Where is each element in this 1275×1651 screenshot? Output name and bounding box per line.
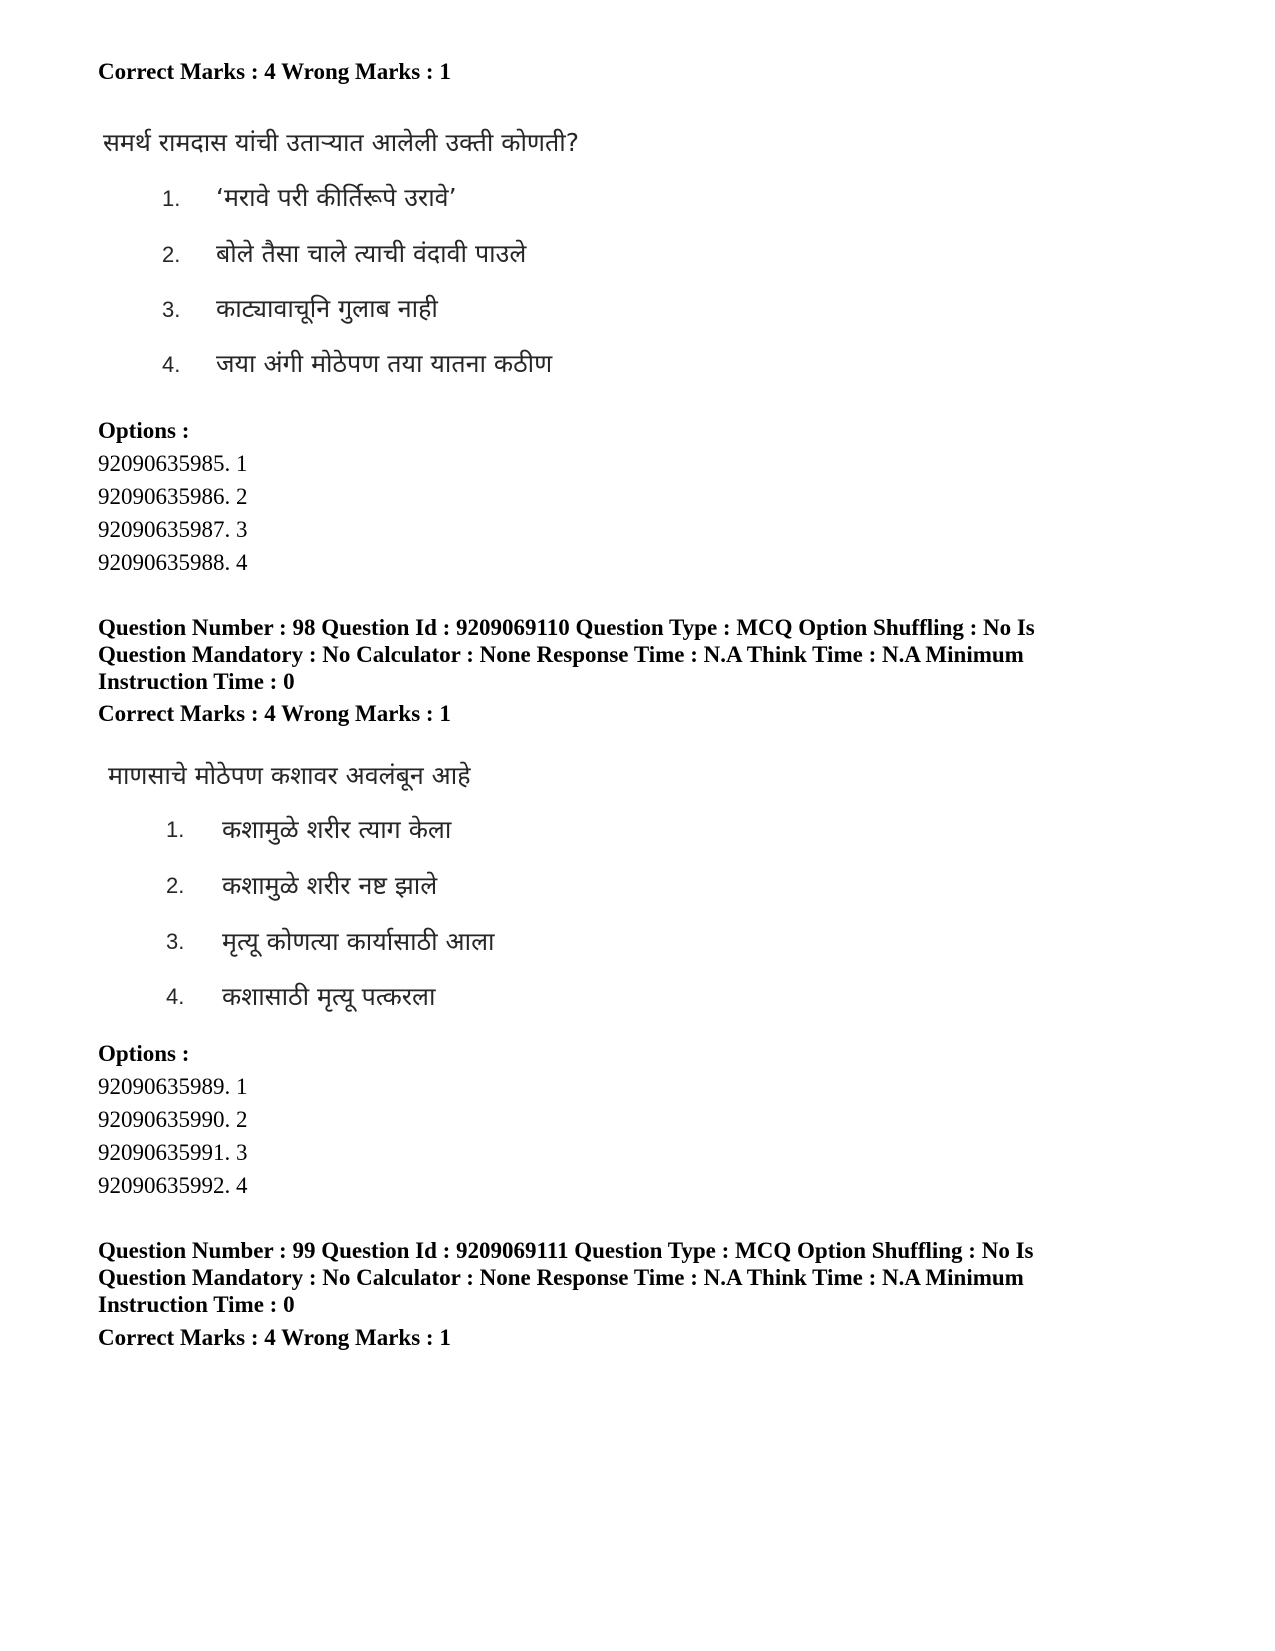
marks-line: Correct Marks : 4 Wrong Marks : 1	[98, 701, 451, 726]
question-header: Question Number : 99 Question Id : 9209069111 Question Type : MCQ Option Shuffling : No Is	[98, 1238, 1034, 1263]
question-header: Question Number : 98 Question Id : 9209069110 Question Type : MCQ Option Shuffling : No Is	[98, 615, 1035, 640]
question-header: Instruction Time : 0	[98, 669, 295, 694]
option-item: 92090635988. 4	[98, 550, 248, 575]
option-item: 92090635985. 1	[98, 451, 248, 476]
choice-number: 1.	[166, 817, 185, 842]
choice-text: काट्यावाचूनि गुलाब नाही	[216, 294, 438, 323]
choice-number: 3.	[162, 297, 181, 322]
question-text: माणसाचे मोठेपण कशावर अवलंबून आहे	[108, 761, 471, 790]
choice-text: बोले तैसा चाले त्याची वंदावी पाउले	[216, 239, 527, 268]
marks-line: Correct Marks : 4 Wrong Marks : 1	[98, 1325, 451, 1350]
option-item: 92090635992. 4	[98, 1173, 248, 1198]
choice-text: कशासाठी मृत्यू पत्करला	[222, 982, 436, 1011]
choice-number: 4.	[162, 352, 181, 377]
option-item: 92090635987. 3	[98, 517, 248, 542]
question-header: Instruction Time : 0	[98, 1292, 295, 1317]
choice-text: कशामुळे शरीर नष्ट झाले	[222, 871, 438, 900]
choice-number: 3.	[166, 929, 185, 954]
option-item: 92090635990. 2	[98, 1107, 248, 1132]
choice-number: 4.	[166, 984, 185, 1009]
question-header: Question Mandatory : No Calculator : None Response Time : N.A Think Time : N.A Minimum	[98, 1265, 1024, 1290]
choice-number: 1.	[162, 186, 181, 211]
question-text: समर्थ रामदास यांची उताऱ्यात आलेली उक्ती कोणती?	[103, 128, 580, 157]
choice-number: 2.	[162, 242, 181, 267]
options-label: Options :	[98, 418, 190, 443]
choice-number: 2.	[166, 873, 185, 898]
choice-text: मृत्यू कोणत्या कार्यासाठी आला	[222, 927, 495, 956]
marks-line: Correct Marks : 4 Wrong Marks : 1	[98, 59, 451, 84]
choice-text: जया अंगी मोठेपण तया यातना कठीण	[216, 349, 553, 378]
choice-text: ‘मरावे परी कीर्तिरूपे उरावे’	[216, 183, 457, 212]
option-item: 92090635989. 1	[98, 1074, 248, 1099]
question-header: Question Mandatory : No Calculator : None Response Time : N.A Think Time : N.A Minimum	[98, 642, 1024, 667]
choice-text: कशामुळे शरीर त्याग केला	[222, 815, 452, 844]
options-label: Options :	[98, 1041, 190, 1066]
option-item: 92090635986. 2	[98, 484, 248, 509]
option-item: 92090635991. 3	[98, 1140, 248, 1165]
